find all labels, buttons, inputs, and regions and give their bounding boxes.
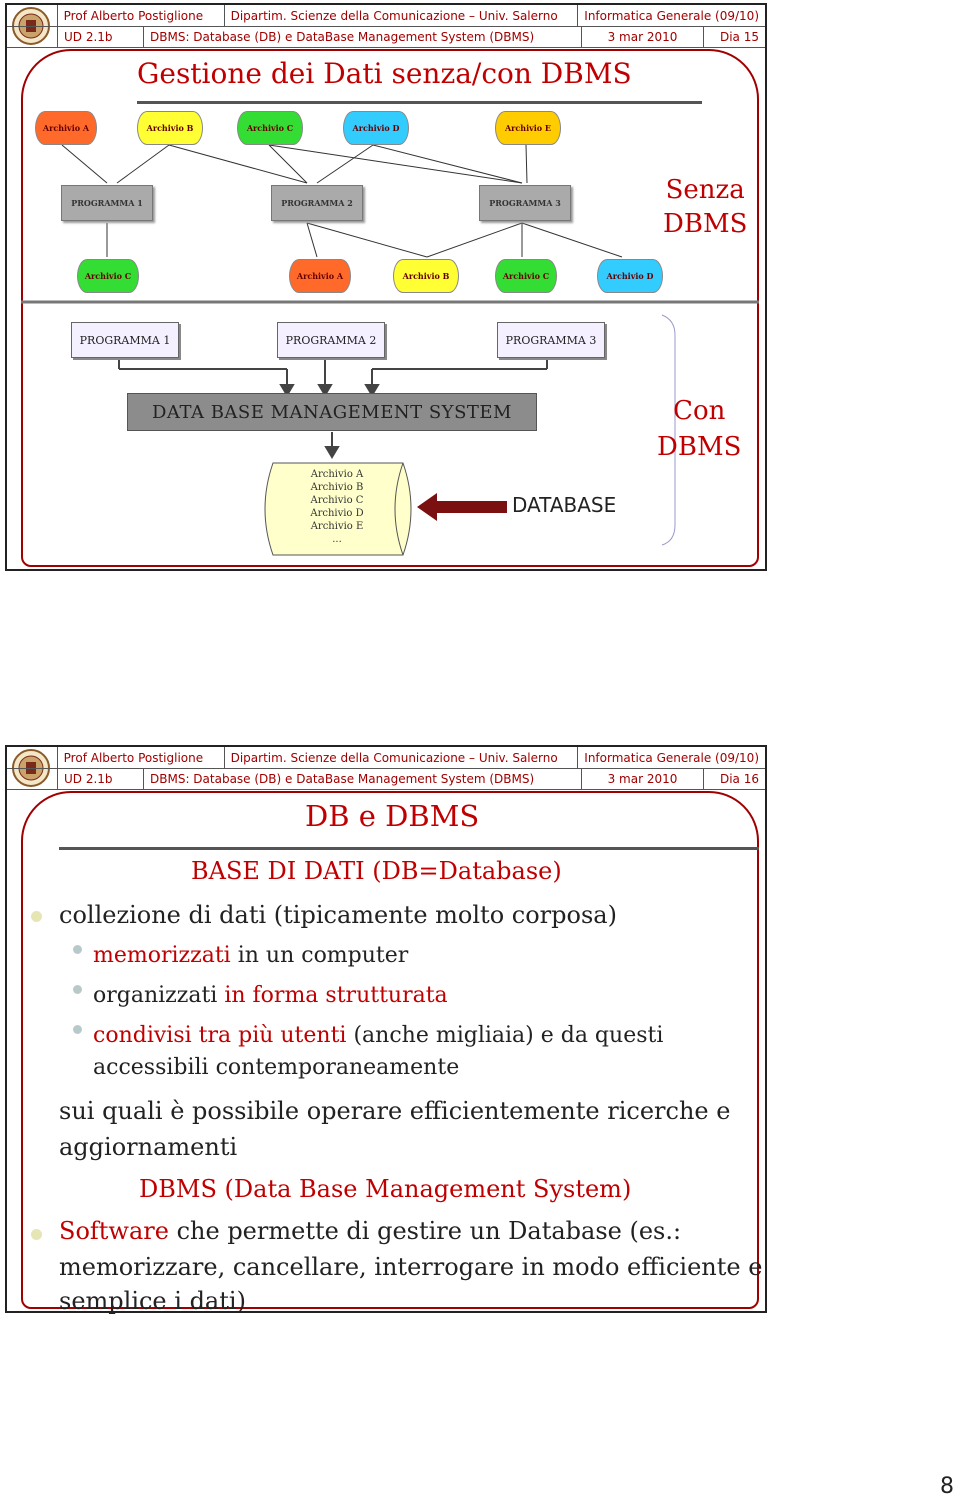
header-department: Dipartim. Scienze della Comunicazione – Univ. Salerno	[224, 5, 578, 26]
header-date: 3 mar 2010	[581, 768, 703, 789]
slide-16	[5, 745, 767, 1313]
continuation-line2: aggiornamenti	[59, 1133, 238, 1161]
senza-programma-1: PROGRAMMA 1	[61, 185, 153, 221]
heading-db: BASE DI DATI (DB=Database)	[191, 857, 562, 885]
header-unit: UD 2.1b	[57, 768, 143, 789]
bullet-software-line2: memorizzare, cancellare, interrogare in modo efficiente e	[59, 1253, 763, 1281]
bullet-software	[59, 1217, 681, 1245]
bottom-archive-c: Archivio C	[77, 259, 139, 293]
bullet-software-rest: che permette di gestire un Database (es.:	[168, 1217, 682, 1245]
con-programma-3: PROGRAMMA 3	[497, 322, 605, 358]
top-archive-e: Archivio E	[495, 111, 561, 145]
title-underline	[59, 847, 759, 850]
db-item: Archivio C	[310, 495, 364, 506]
bottom-archive-d: Archivio D	[597, 259, 663, 293]
header-topic: DBMS: Database (DB) e DataBase Management System (DBMS)	[143, 26, 581, 47]
bullet-icon	[31, 911, 42, 922]
header-course: Informatica Generale (09/10)	[577, 5, 765, 26]
slide-number: Dia 15	[703, 26, 765, 47]
sub-bullet-icon	[73, 985, 82, 994]
db-item: Archivio D	[310, 508, 364, 519]
header-row-1	[7, 747, 765, 769]
heading-dbms: DBMS (Data Base Management System)	[139, 1175, 632, 1203]
top-archive-c: Archivio C	[237, 111, 303, 145]
bottom-archive-c2: Archivio C	[495, 259, 557, 293]
senza-programma-2: PROGRAMMA 2	[271, 185, 363, 221]
header-department: Dipartim. Scienze della Comunicazione – Univ. Salerno	[224, 747, 578, 768]
slide-15	[5, 3, 767, 571]
page-number: 8	[940, 1474, 954, 1499]
slide-number: Dia 16	[703, 768, 765, 789]
dbms-bar: DATA BASE MANAGEMENT SYSTEM	[127, 393, 537, 431]
header-unit: UD 2.1b	[57, 26, 143, 47]
sub-condivisi-red: condivisi tra più utenti	[93, 1023, 347, 1048]
header-author: Prof Alberto Postiglione	[57, 747, 224, 768]
db-item: ...	[332, 534, 342, 545]
senza-dbms-label	[663, 173, 747, 241]
bullet-software-line3: semplice i dati)	[59, 1287, 246, 1315]
con-programma-2: PROGRAMMA 2	[277, 322, 385, 358]
con-programma-1: PROGRAMMA 1	[71, 322, 179, 358]
continuation-line1: sui quali è possibile operare efficientemente ricerche e	[59, 1097, 731, 1125]
db-item: Archivio B	[310, 482, 364, 493]
sub-condivisi	[93, 1023, 663, 1048]
con-label-line1: Con	[673, 396, 726, 426]
sub-memorizzati-red: memorizzati	[93, 943, 231, 968]
sub-organizzati-black: organizzati	[93, 983, 225, 1008]
sub-bullet-icon	[73, 1025, 82, 1034]
bottom-archive-a: Archivio A	[289, 259, 351, 293]
top-archive-a: Archivio A	[35, 111, 97, 145]
bullet-icon	[31, 1229, 42, 1240]
header-date: 3 mar 2010	[581, 26, 703, 47]
slide-title: Gestione dei Dati senza/con DBMS	[137, 57, 632, 90]
db-item: Archivio A	[310, 469, 364, 480]
bottom-archive-b: Archivio B	[393, 259, 459, 293]
bullet-software-red: Software	[59, 1217, 169, 1245]
sub-memorizzati-rest: in un computer	[230, 943, 409, 968]
header-course: Informatica Generale (09/10)	[577, 747, 765, 768]
sub-organizzati-red: in forma strutturata	[224, 983, 448, 1008]
db-item: Archivio E	[310, 521, 364, 532]
header-topic: DBMS: Database (DB) e DataBase Management System (DBMS)	[143, 768, 581, 789]
con-dbms-label	[657, 393, 741, 465]
database-label: DATABASE	[512, 493, 617, 517]
sub-condivisi-line2: accessibili contemporaneamente	[93, 1055, 460, 1080]
top-archive-d: Archivio D	[343, 111, 409, 145]
senza-label-line2: DBMS	[663, 209, 748, 239]
header-author: Prof Alberto Postiglione	[57, 5, 224, 26]
senza-label-line1: Senza	[665, 175, 745, 205]
sub-bullet-icon	[73, 945, 82, 954]
top-archive-b: Archivio B	[137, 111, 203, 145]
sub-condivisi-rest: (anche migliaia) e da questi	[346, 1023, 664, 1048]
con-label-line2: DBMS	[657, 432, 742, 462]
bullet-collezione: collezione di dati (tipicamente molto corposa)	[59, 901, 617, 929]
header-row-2	[7, 768, 765, 790]
sub-organizzati	[93, 983, 448, 1008]
slide-title: DB e DBMS	[305, 799, 480, 833]
senza-programma-3: PROGRAMMA 3	[479, 185, 571, 221]
database-contents	[303, 468, 371, 546]
sub-memorizzati	[93, 943, 408, 968]
